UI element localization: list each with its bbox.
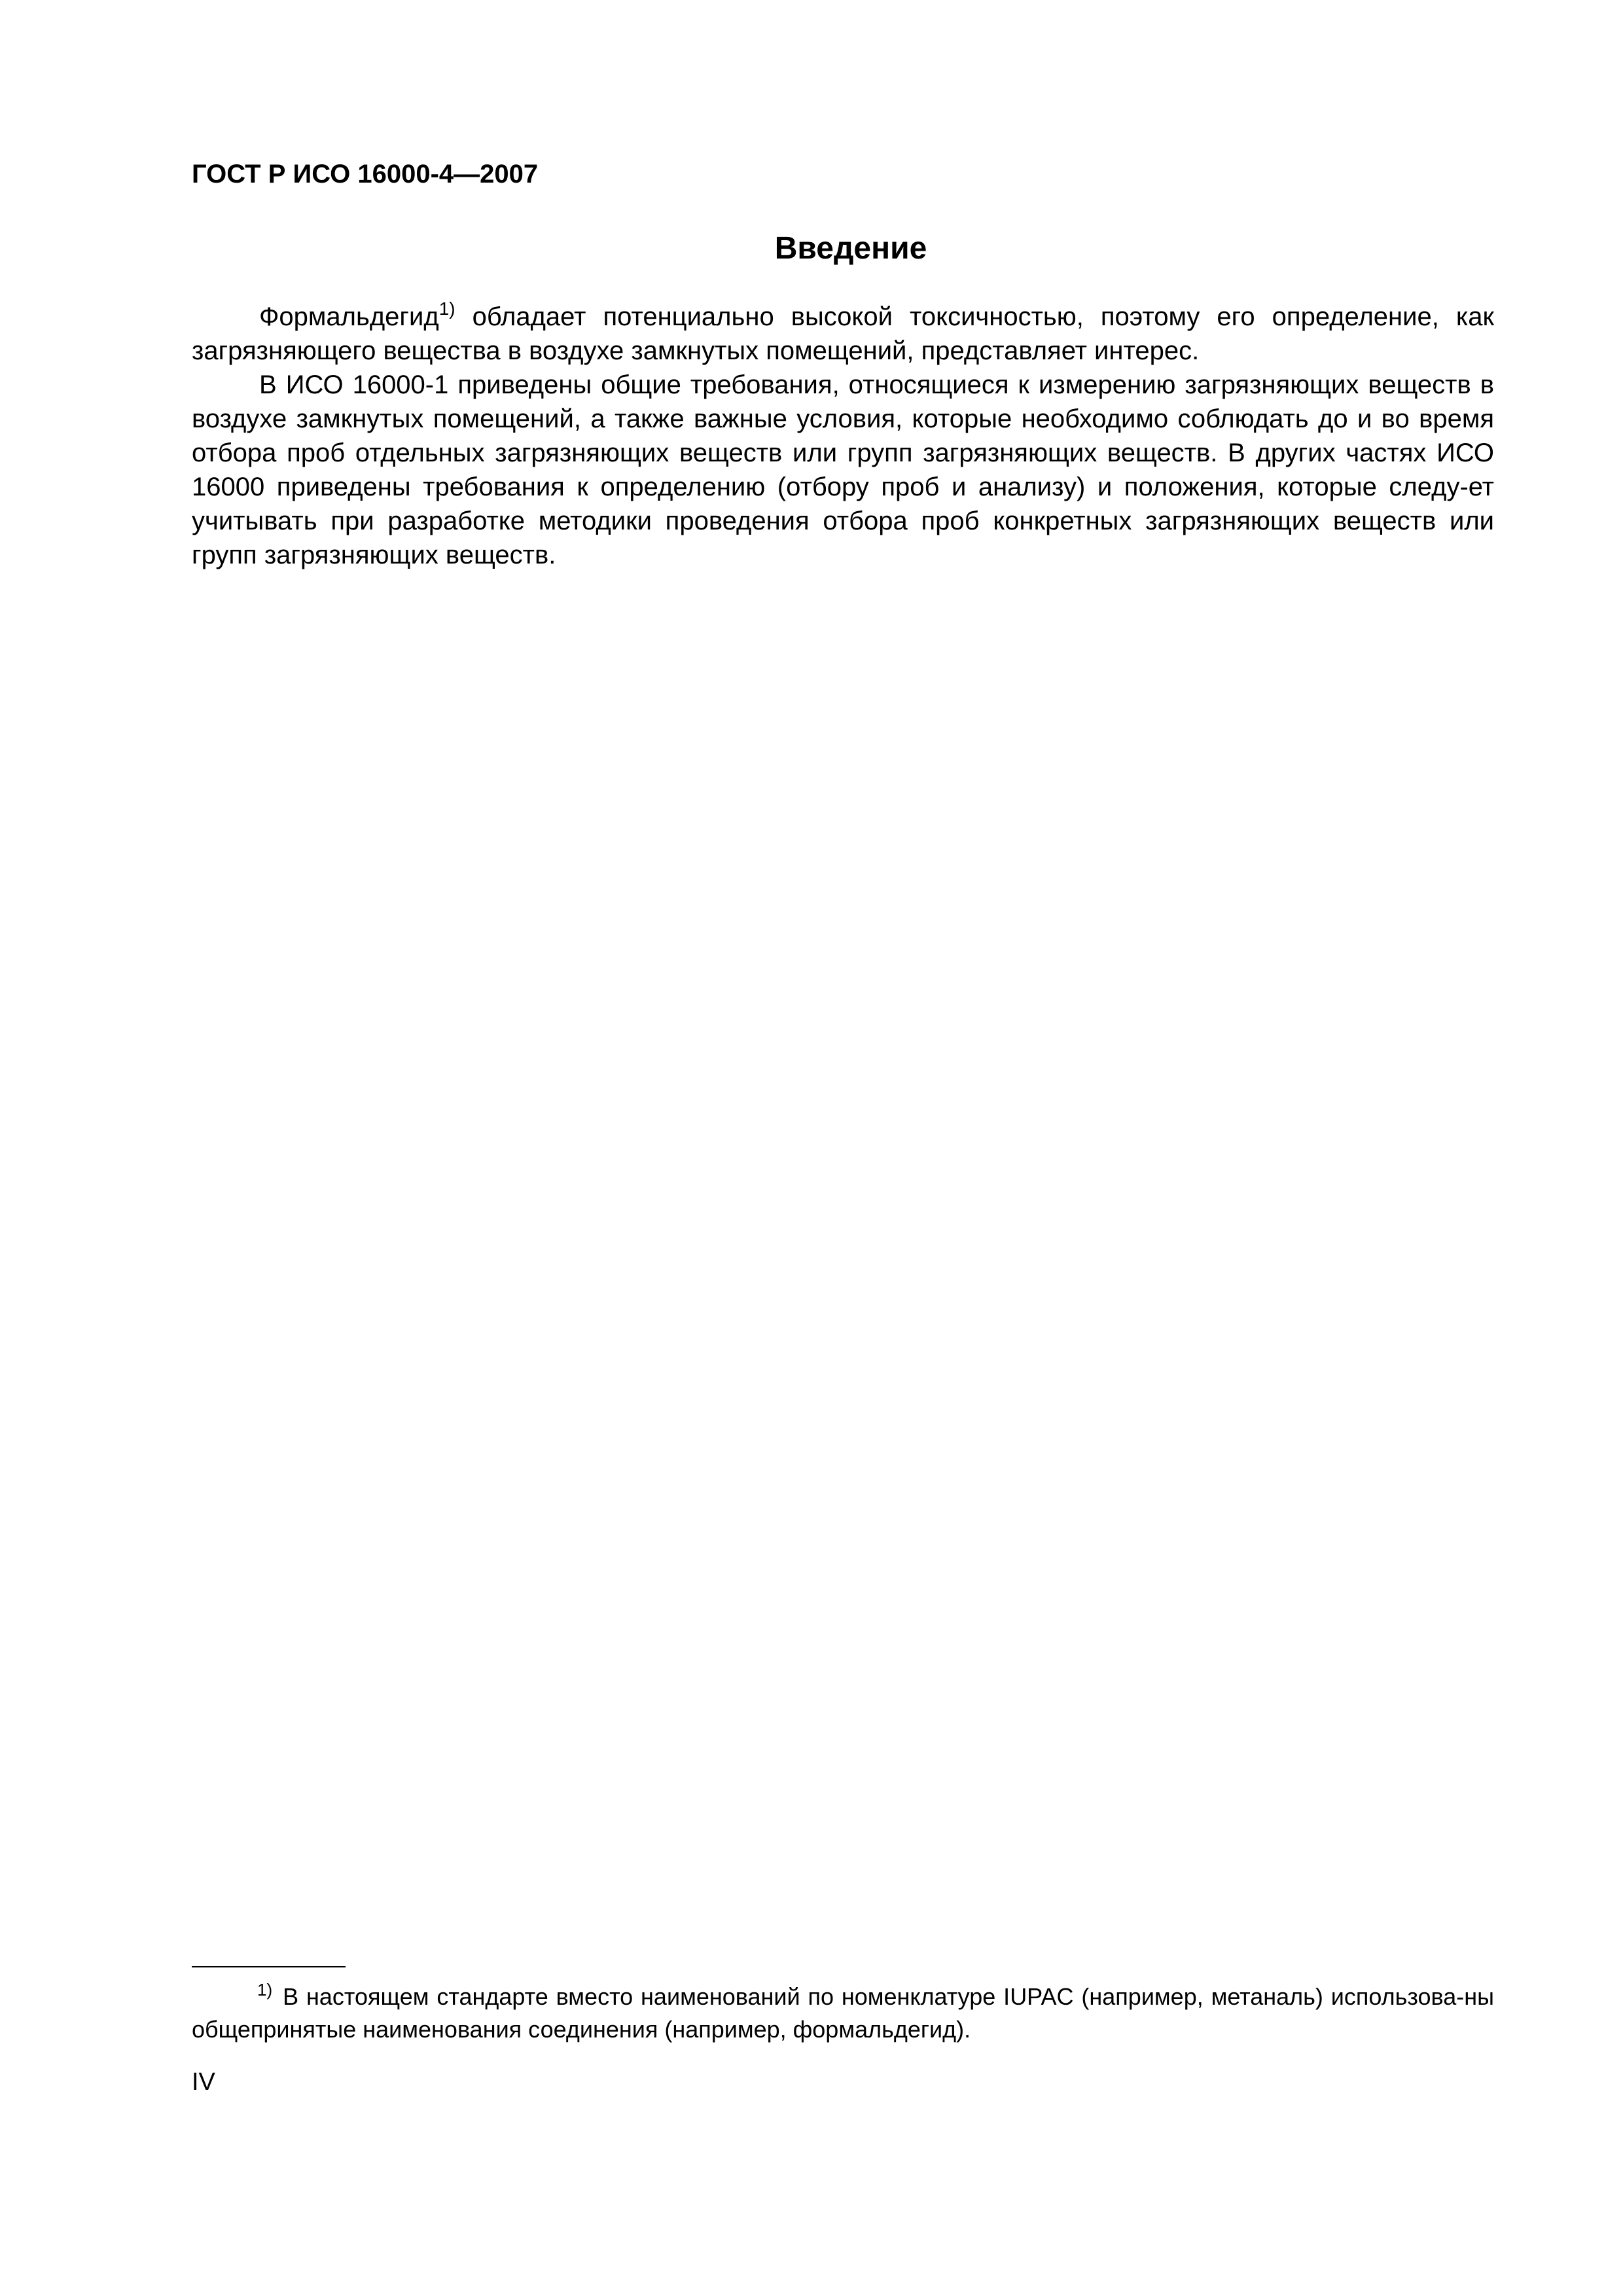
- paragraph-2: В ИСО 16000-1 приведены общие требования, относящиеся к измерению загрязняющих веществ в воздухе замкнутых помещений, а также важные условия, которые необходимо соблюдать до и во время отбора проб отдельных загрязняющих веществ или групп загрязняющих веществ. В других частях ИСО 16000 приведены требования к определению (отбору проб и анализу) и положения, которые следу-ет учитывать при разработке методики проведения отбора проб конкретных загрязняющих веществ или групп загрязняющих веществ.: [192, 370, 1494, 569]
- footnote-reference: 1): [438, 298, 455, 319]
- footnote-text: В настоящем стандарте вместо наименований по номенклатуре IUPAC (например, метаналь) использова-ны общепринятые наименования соединения (например, формальдегид).: [192, 1983, 1494, 2043]
- body-text: [192, 300, 1494, 572]
- paragraph-1-text: обладает потенциально высокой токсичностью, поэтому его определение, как загрязняющего вещества в воздухе замкнутых помещений, представляет интерес.: [192, 302, 1494, 365]
- page-number: IV: [192, 2068, 215, 2096]
- paragraph-1: [192, 300, 1494, 368]
- footnote: [192, 1981, 1494, 2046]
- paragraph-1-lead: Формальдегид: [259, 302, 439, 331]
- document-code-header: ГОСТ Р ИСО 16000-4—2007: [192, 160, 539, 188]
- footnote-paragraph: [192, 1981, 1494, 2046]
- footnote-marker: 1): [257, 1980, 273, 2000]
- section-title: Введение: [774, 231, 927, 266]
- footnote-separator: [192, 1966, 346, 1967]
